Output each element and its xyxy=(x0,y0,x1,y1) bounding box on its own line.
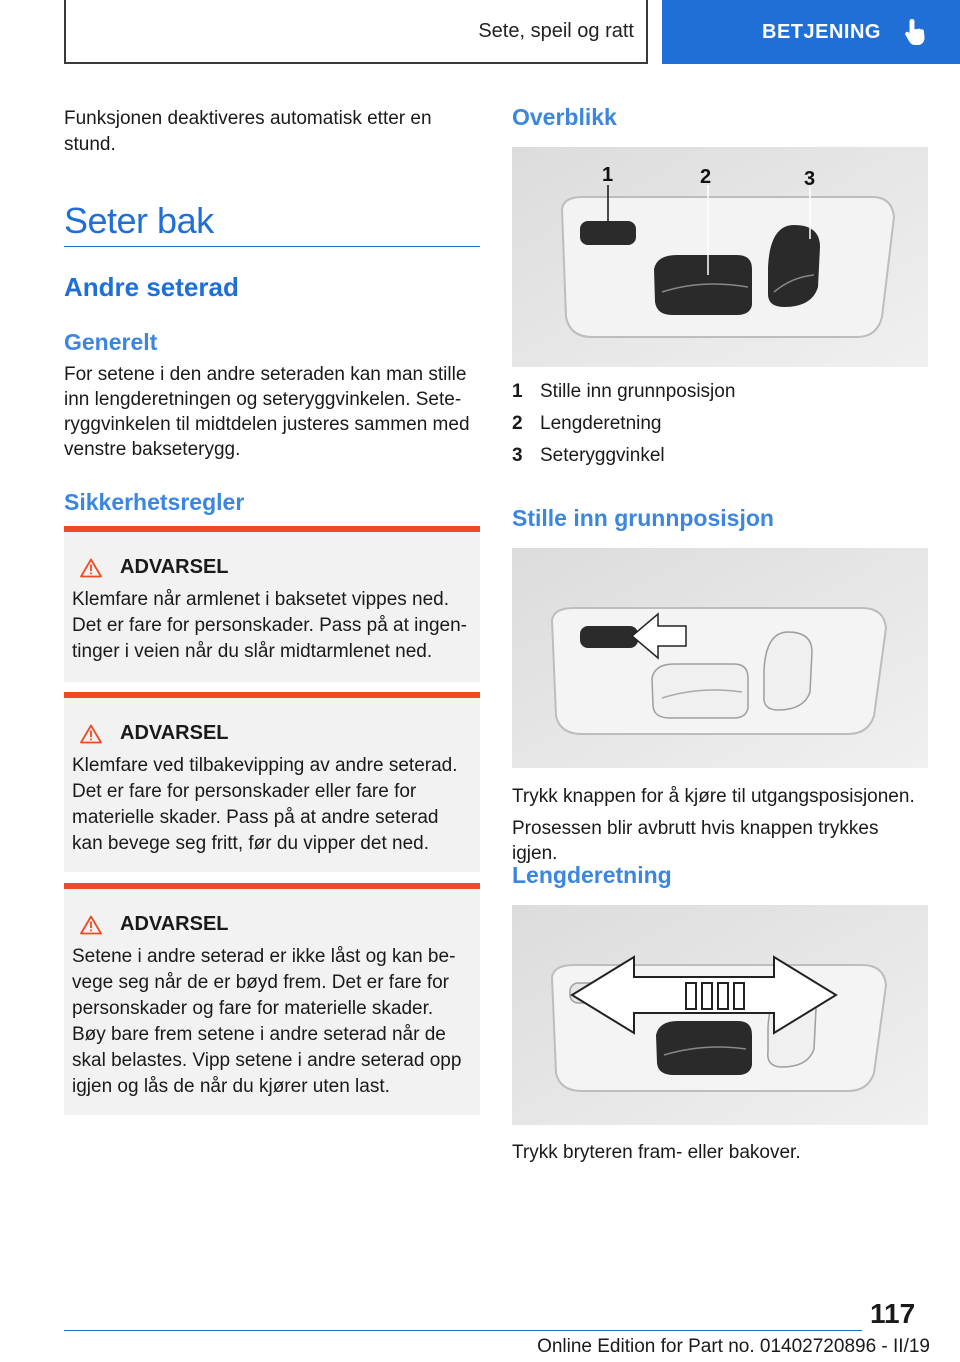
general-heading: Generelt xyxy=(64,329,158,355)
list-item-number: 1 xyxy=(512,381,523,402)
list-item xyxy=(512,445,665,467)
basic-position-text-2: Prosessen blir avbrutt hvis knappen trykkes igjen. xyxy=(512,818,879,864)
length-adjustment-image xyxy=(512,905,928,1125)
page-number: 117 xyxy=(870,1298,916,1329)
warning-triangle-icon xyxy=(80,558,102,578)
list-item-label: Seteryggvinkel xyxy=(540,445,665,466)
list-item-number: 2 xyxy=(512,413,523,434)
safety-heading: Sikkerhetsregler xyxy=(64,489,245,515)
basic-position-text-1: Trykk knappen for å kjøre til utgangsposisjonen. xyxy=(512,786,915,807)
warning-label: ADVARSEL xyxy=(120,913,229,935)
header-chapter-label: BETJENING xyxy=(762,20,881,43)
seat-controls-overview-image xyxy=(512,147,928,367)
warning-box xyxy=(64,692,480,872)
length-heading: Lengderetning xyxy=(512,862,672,888)
list-item xyxy=(512,381,735,403)
overview-heading: Overblikk xyxy=(512,104,617,130)
basic-position-heading: Stille inn grunnposisjon xyxy=(512,505,774,531)
figure-label: 2 xyxy=(700,166,712,188)
warning-label: ADVARSEL xyxy=(120,722,229,744)
general-text: For setene i den andre seteraden kan man stille inn lengderetningen og seteryggvinkelen. Seteryggvinkelen til midtdelen justeres sammen med venstre bakseterygg. xyxy=(64,364,470,460)
figure-label: 3 xyxy=(804,168,816,190)
list-item-label: Stille inn grunnposisjon xyxy=(540,381,736,402)
list-item xyxy=(512,413,662,435)
footer-divider xyxy=(64,1330,862,1331)
warning-triangle-icon xyxy=(80,724,102,744)
warning-label: ADVARSEL xyxy=(120,556,229,578)
title-divider xyxy=(64,246,480,247)
figure-label: 1 xyxy=(602,164,614,186)
warning-text: Klemfare når armlenet i baksetet vippes ned. Det er fare for personskader. Pass på at ingentinger i veien når du slår midtarmlenet ned. xyxy=(72,589,467,662)
warning-box xyxy=(64,526,480,682)
pointing-hand-icon xyxy=(903,17,929,47)
list-item-label: Lengderetning xyxy=(540,413,662,434)
warning-box xyxy=(64,883,480,1115)
basic-position-image xyxy=(512,548,928,768)
warning-text: Setene i andre seterad er ikke låst og kan bevege seg når de er bøyd frem. Det er fare for personskader og fare for materielle skader. Bøy bare frem setene i andre seterad når de skal belastes. Vipp setene i andre seterad opp igjen og lås de når du kjører uten last. xyxy=(72,946,462,1097)
header-section-box xyxy=(64,0,648,64)
page-title: Seter bak xyxy=(64,200,214,241)
warning-triangle-icon xyxy=(80,915,102,935)
section-heading: Andre seterad xyxy=(64,272,239,302)
footer-edition: Online Edition for Part no. 01402720896 - II/19 xyxy=(537,1336,930,1357)
length-text: Trykk bryteren fram- eller bakover. xyxy=(512,1142,801,1163)
header-section-title: Sete, speil og ratt xyxy=(478,19,634,42)
intro-text: Funksjonen deaktiveres automatisk etter en stund. xyxy=(64,108,432,155)
warning-text: Klemfare ved tilbakevipping av andre seterad. Det er fare for personskader eller fare for materielle skader. Pass på at andre seterad kan bevege seg fritt, før du vipper det ned. xyxy=(72,755,458,854)
list-item-number: 3 xyxy=(512,445,523,466)
header-chapter-tab[interactable] xyxy=(662,0,960,64)
